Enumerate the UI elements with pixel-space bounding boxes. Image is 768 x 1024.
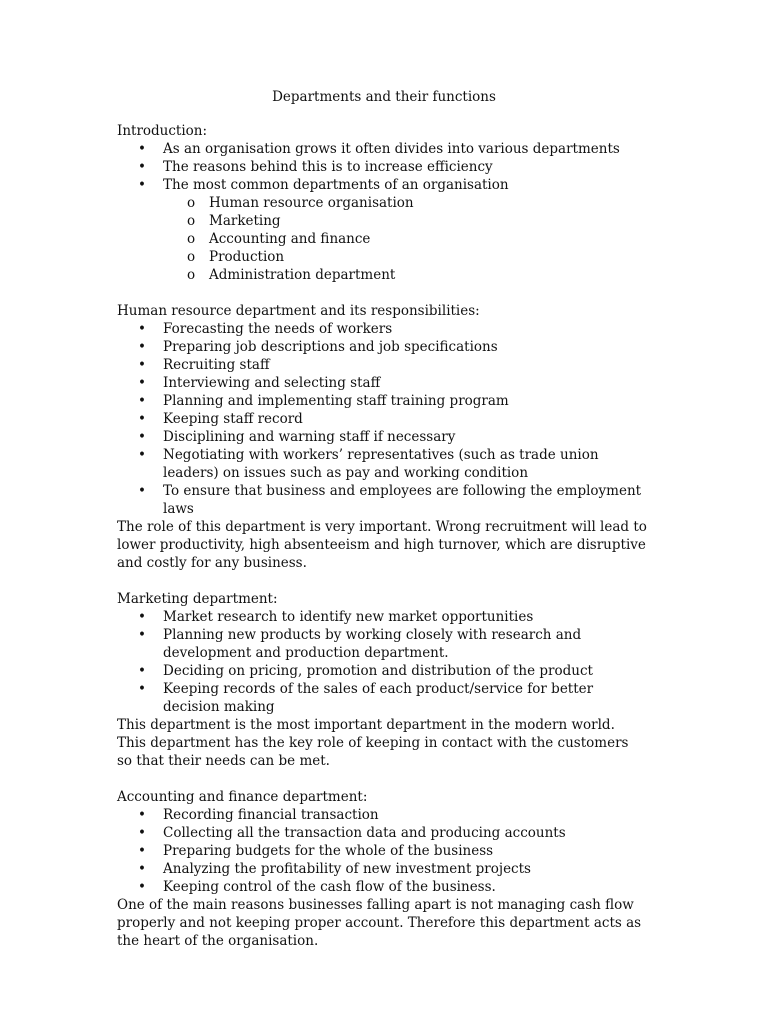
- accounting-bullet-list: [117, 806, 647, 896]
- list-item: • Preparing budgets for the whole of the business: [117, 842, 647, 860]
- intro-heading: Introduction:: [117, 123, 208, 139]
- spacer: [117, 770, 647, 788]
- spacer: [117, 572, 647, 590]
- spacer: [117, 284, 647, 302]
- list-item: • As an organisation grows it often divides into various departments: [117, 140, 647, 158]
- list-item: • Recruiting staff: [117, 356, 647, 374]
- accounting-paragraph: One of the main reasons businesses falling apart is not managing cash flow properly and not keeping proper account. Therefore this department acts as the heart of the organisation.: [117, 897, 642, 949]
- sub-list-item: o Production: [117, 248, 647, 266]
- list-item: • The reasons behind this is to increase efficiency: [117, 158, 647, 176]
- marketing-paragraph: This department is the most important department in the modern world. This department has the key role of keeping in contact with the customers so that their needs can be met.: [117, 717, 629, 769]
- list-item: • Recording financial transaction: [117, 806, 647, 824]
- list-item: • Deciding on pricing, promotion and distribution of the product: [117, 662, 647, 680]
- hr-bullet-list: [117, 320, 647, 518]
- intro-bullet-list: [117, 140, 647, 194]
- list-item: • Preparing job descriptions and job specifications: [117, 338, 647, 356]
- hr-heading: Human resource department and its responsibilities:: [117, 303, 480, 319]
- sub-list-item: o Human resource organisation: [117, 194, 647, 212]
- list-item: • Planning and implementing staff training program: [117, 392, 647, 410]
- list-item: • Keeping control of the cash flow of the business.: [117, 878, 647, 896]
- accounting-heading: Accounting and finance department:: [117, 789, 368, 805]
- list-item: • Interviewing and selecting staff: [117, 374, 647, 392]
- departments-sub-list: [117, 194, 647, 284]
- list-item: • To ensure that business and employees are following the employment laws: [117, 482, 647, 518]
- list-item: • Keeping staff record: [117, 410, 647, 428]
- list-item: • Analyzing the profitability of new investment projects: [117, 860, 647, 878]
- list-item: • Market research to identify new market opportunities: [117, 608, 647, 626]
- sub-list-item: o Administration department: [117, 266, 647, 284]
- list-item: • Disciplining and warning staff if necessary: [117, 428, 647, 446]
- list-item: • Keeping records of the sales of each product/service for better decision making: [117, 680, 647, 716]
- list-item: • Collecting all the transaction data and producing accounts: [117, 824, 647, 842]
- list-item: • Planning new products by working closely with research and development and production department.: [117, 626, 647, 662]
- list-item: • The most common departments of an organisation: [117, 176, 647, 194]
- hr-paragraph: The role of this department is very important. Wrong recruitment will lead to lower productivity, high absenteeism and high turnover, which are disruptive and costly for any business.: [117, 519, 647, 571]
- document-body: [117, 122, 647, 950]
- page-title: Departments and their functions: [272, 89, 496, 105]
- marketing-bullet-list: [117, 608, 647, 716]
- sub-list-item: o Marketing: [117, 212, 647, 230]
- sub-list-item: o Accounting and finance: [117, 230, 647, 248]
- list-item: • Forecasting the needs of workers: [117, 320, 647, 338]
- marketing-heading: Marketing department:: [117, 591, 278, 607]
- list-item: • Negotiating with workers’ representatives (such as trade union leaders) on issues such as pay and working condition: [117, 446, 647, 482]
